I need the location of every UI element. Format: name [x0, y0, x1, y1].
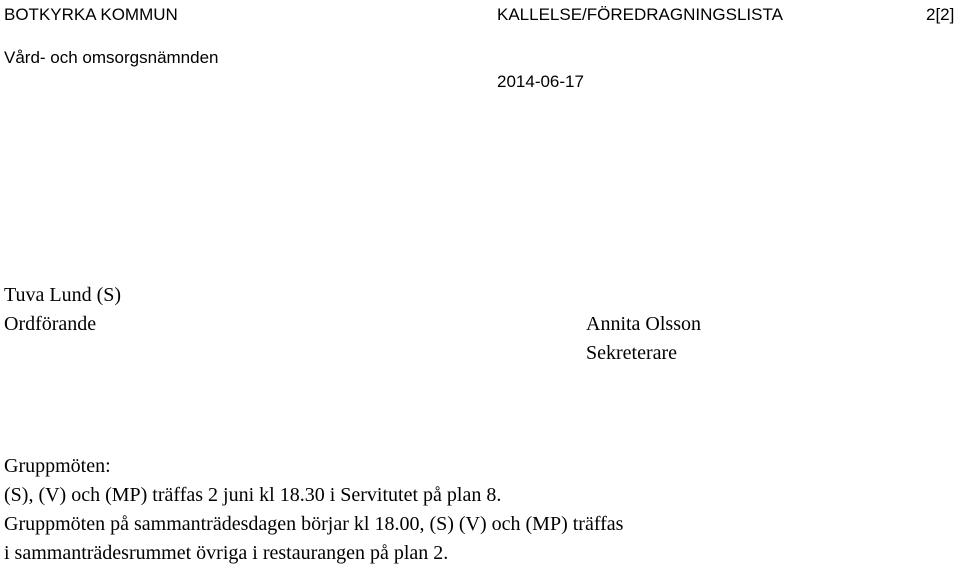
page-number: 2[2]: [926, 5, 955, 24]
chair-name: Tuva Lund (S): [4, 284, 122, 306]
secretary-name: Annita Olsson: [586, 313, 701, 335]
committee-name: Vård- och omsorgsnämnden: [4, 48, 219, 67]
group-meetings-section: [4, 452, 623, 568]
secretary-role: Sekreterare: [586, 342, 678, 364]
organization-name: BOTKYRKA KOMMUN: [4, 5, 178, 24]
group-meetings-line: i sammanträdesrummet övriga i restaurangen på plan 2.: [4, 542, 449, 564]
chair-role: Ordförande: [4, 313, 97, 335]
group-meetings-heading: Gruppmöten:: [4, 455, 111, 477]
group-meetings-line: (S), (V) och (MP) träffas 2 juni kl 18.30 i Servitutet på plan 8.: [4, 484, 502, 506]
group-meetings-line: Gruppmöten på sammanträdesdagen börjar kl 18.00, (S) (V) och (MP) träffas: [4, 513, 624, 535]
document-date: 2014-06-17: [497, 72, 584, 91]
document-type: KALLELSE/FÖREDRAGNINGSLISTA: [497, 5, 783, 24]
